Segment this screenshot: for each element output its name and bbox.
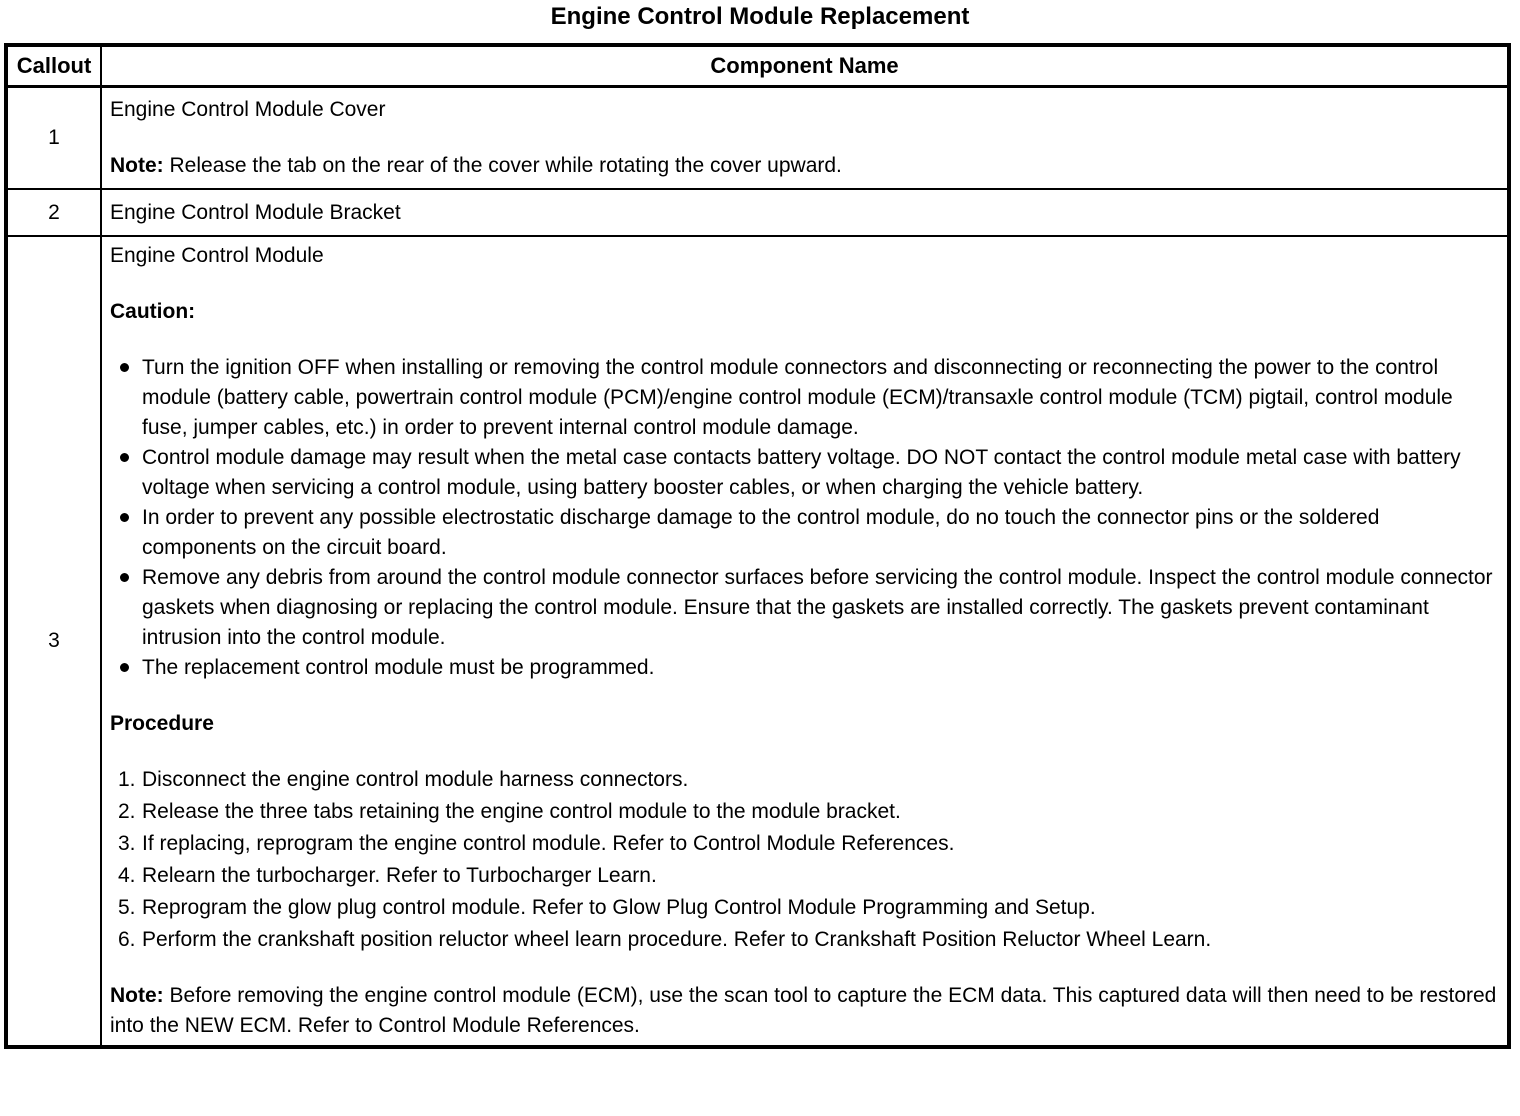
component-name-text: Engine Control Module Cover (110, 98, 386, 121)
step-number: 3. (118, 832, 136, 855)
note-text: Before removing the engine control module (ECM), use the scan tool to capture the ECM data. This captured data will then need to be restored into the NEW ECM. Refer to Control Module References. (110, 984, 1497, 1037)
note-label: Note: (110, 154, 164, 177)
step-number: 2. (118, 800, 136, 823)
step-text: Release the three tabs retaining the engine control module to the module bracket. (142, 800, 901, 823)
step-item (110, 861, 1499, 891)
note-text: Release the tab on the rear of the cover while rotating the cover upward. (163, 154, 842, 177)
caution-label: Caution: (110, 300, 196, 323)
step-item (110, 893, 1499, 923)
callout-number: 2 (6, 189, 101, 236)
step-number: 1. (118, 768, 136, 791)
step-item (110, 765, 1499, 795)
table-row (6, 189, 1509, 236)
header-component-name: Component Name (101, 45, 1509, 87)
caution-list (110, 353, 1499, 683)
caution-item: Turn the ignition OFF when installing or removing the control module connectors and disconnecting or reconnecting the power to the control module (battery cable, powertrain control module (PCM)/engine control module (ECM)/transaxle control module (TCM) pigtail, control module fuse, jumper cables, etc.) in order to prevent internal control module damage. (110, 353, 1499, 443)
step-text: If replacing, reprogram the engine control module. Refer to Control Module References. (142, 832, 955, 855)
caution-item: Control module damage may result when the metal case contacts battery voltage. DO NOT contact the control module metal case with battery voltage when servicing a control module, using battery booster cables, or when charging the vehicle battery. (110, 443, 1499, 503)
step-text: Relearn the turbocharger. Refer to Turbocharger Learn. (142, 864, 657, 887)
component-name-text: Engine Control Module Bracket (110, 200, 401, 224)
step-number: 6. (118, 928, 136, 951)
component-cell (101, 189, 1509, 236)
procedure-step-list (110, 765, 1499, 955)
callout-number: 3 (6, 236, 101, 1047)
note-paragraph (110, 151, 1499, 181)
step-item (110, 925, 1499, 955)
step-item (110, 829, 1499, 859)
caution-item: In order to prevent any possible electrostatic discharge damage to the control module, do no touch the connector pins or the soldered components on the circuit board. (110, 503, 1499, 563)
caution-item: The replacement control module must be programmed. (110, 653, 1499, 683)
table-header-row (6, 45, 1509, 87)
step-text: Perform the crankshaft position reluctor wheel learn procedure. Refer to Crankshaft Position Reluctor Wheel Learn. (142, 928, 1212, 951)
component-cell (101, 87, 1509, 190)
table-row (6, 87, 1509, 190)
step-text: Disconnect the engine control module harness connectors. (142, 768, 689, 791)
caution-item: Remove any debris from around the control module connector surfaces before servicing the control module. Inspect the control module connector gaskets when diagnosing or replacing the control module. Ensure that the gaskets are installed correctly. The gaskets prevent contaminant intrusion into the control module. (110, 563, 1499, 653)
step-number: 5. (118, 896, 136, 919)
page-title: Engine Control Module Replacement (550, 3, 970, 30)
procedure-heading: Procedure (110, 712, 214, 735)
step-item (110, 797, 1499, 827)
step-text: Reprogram the glow plug control module. Refer to Glow Plug Control Module Programming and Setup. (142, 896, 1096, 919)
step-number: 4. (118, 864, 136, 887)
component-cell (101, 236, 1509, 1047)
header-callout: Callout (6, 45, 101, 87)
callout-number: 1 (6, 87, 101, 190)
note-paragraph (110, 981, 1499, 1041)
note-label: Note: (110, 984, 164, 1007)
component-table (4, 43, 1511, 1049)
component-name-text: Engine Control Module (110, 244, 324, 267)
table-row (6, 236, 1509, 1047)
